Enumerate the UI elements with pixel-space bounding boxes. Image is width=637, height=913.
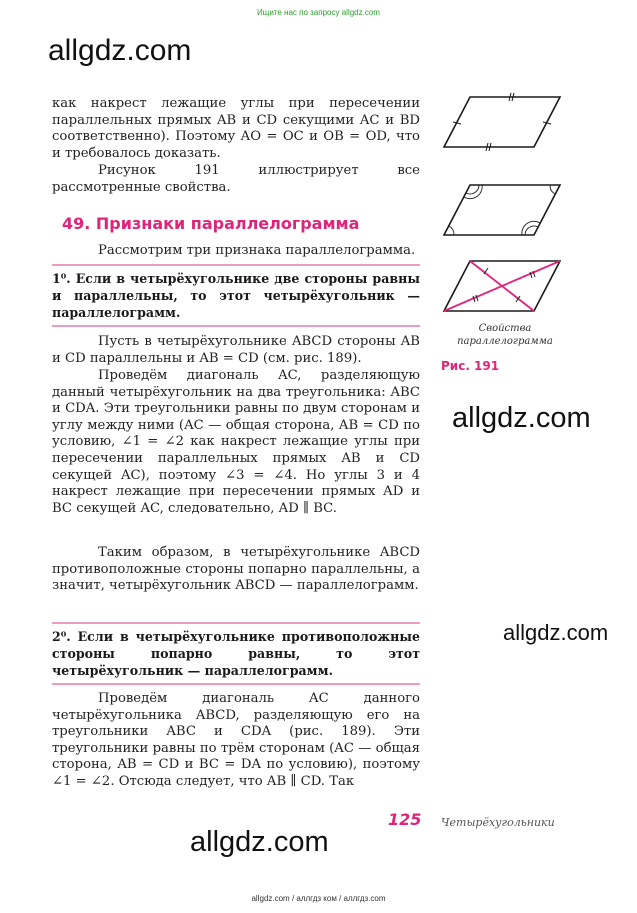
top-watermark-link[interactable]: Ищите нас по запросу allgdz.com [257,8,380,17]
theorem1-proof-paragraph-3: Таким образом, в четырёхугольнике ABCD противоположные стороны попарно параллельны, а значит, четырёхугольник ABCD — параллелограмм. [52,545,420,594]
theorem1-top-rule [52,264,420,266]
bottom-watermark-links[interactable]: allgdz.com / аллгдз ком / аллгдз.com [251,894,386,903]
theorem1-bottom-rule [52,325,420,327]
figure-label: Рис. 191 [441,359,500,373]
theorem1-proof-paragraph-2: Проведём диагональ AC, разделяющую данный четырёхугольник на два треугольника: ABC и CDA. Эти треугольники равны по двум сторонам и углу между ними (AC — общая сторона, AB = CD по условию, ∠1 = ∠2 как накрест лежащие углы при пересечении параллельных прямых AB и CD секущей AC), поэтому ∠3 = ∠4. Но углы 3 и 4 накрест лежащие при пересечении прямых AD и BC секущей AC, следовательно, AD ∥ BC. [52,368,420,516]
section-title: 49. Признаки параллелограмма [62,214,360,233]
theorem1-statement: 1⁰. Если в четырёхугольнике две стороны равны и параллельны, то этот четырёхугольник — параллелограмм. [52,271,420,320]
figure-caption: Свойства параллелограмма [457,323,553,347]
watermark-top-left: allgdz.com [48,34,192,67]
parallelogram-diagonals [444,261,560,311]
watermark-bottom: allgdz.com [190,826,329,858]
section-lead: Рассмотрим три признака параллелограмма. [98,243,416,258]
theorem1-proof-paragraph-1: Пусть в четырёхугольнике ABCD стороны AB и CD параллельны и AB = CD (см. рис. 189). [52,334,420,366]
theorem2-bottom-rule [52,683,420,685]
intro-paragraph-2: Рисунок 191 иллюстрирует все рассмотренные свойства. [52,163,420,195]
intro-paragraph-1: как накрест лежащие углы при пересечении параллельных прямых AB и CD секущими AC и BD соответственно). Поэтому AO = OC и OB = OD, что и требовалось доказать. [52,96,420,161]
parallelogram-equal-angles [444,185,560,235]
chapter-title: Четырёхугольники [441,816,555,829]
theorem2-top-rule [52,622,420,624]
theorem2-statement: 2⁰. Если в четырёхугольнике противоположные стороны попарно равны, то этот четырёхугольник — параллелограмм. [52,629,420,678]
watermark-right-2: allgdz.com [503,620,609,645]
parallelogram-equal-sides [444,93,560,151]
figure-191 [438,90,568,320]
watermark-right-1: allgdz.com [452,402,591,434]
theorem2-proof-paragraph-1: Проведём диагональ AC данного четырёхугольника ABCD, разделяющую его на треугольники ABC и CDA (рис. 189). Эти треугольники равны по трём сторонам (AC — общая сторона, AB = CD и BC = DA по условию), поэтому ∠1 = ∠2. Отсюда следует, что AB ∥ CD. Так [52,691,420,789]
page-number: 125 [388,810,422,829]
